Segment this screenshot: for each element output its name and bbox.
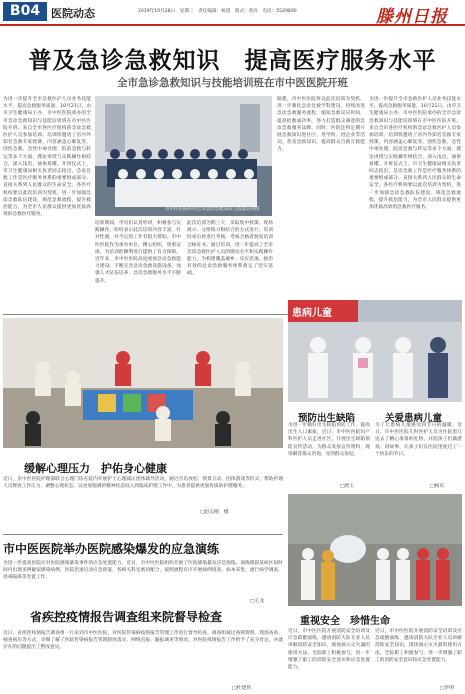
lead-photo [95,96,272,216]
lead-column-5: 为进一步提升全市急救医护人员业务技能水平，提高急救服务质量，10月21日，由市卫生健康局主办、市中医医院承办的全市急诊急救知识与技能培训班在市中医医院开班。来自全市各医疗机构的急诊急救医护人员参加培训。培训班邀请了省内外知名急救专家授课，内容涵盖心肺复苏、创伤急救、急性中毒处理、院前急救与转运等多个方面，理论讲授与实践操作相结合，深入浅出，通俗易懂。开班仪式上，市卫生健康局相关负责同志指出，急诊急救工作是医疗服务体系的重要组成部分，直接关系到人民群众的生命安全。各医疗机构要以此次培训为契机，进一步加强急诊急救队伍建设，规范急救流程，提升救治能力，为全市人民群众提供更加优质高效的急救医疗服务。 [369,97,461,211]
banner-photo-text: 患病儿童 [292,308,332,319]
safety-text-1: 近日，市中医医院开展消防安全培训及应急疏散演练，邀请消防大队专业人员讲解消防安全知识，现场演示灭火器的使用方法，全院职工积极参与，进一步增强了职工的消防安全意识和应急处置能力。 [288,629,370,671]
children-headline: 关爱患病儿童 [385,413,443,424]
safety-text-2: 近日，市中医医院开展消防安全培训及应急疏散演练，邀请消防大队专业人员讲解消防安全知识，现场演示灭火器的使用方法，全院职工积极参与，进一步增强了职工的消防安全意识和应急处置能力。 [375,629,462,663]
drill-author: □王龙 [250,599,265,604]
group-photo-image [95,96,272,216]
stress-author: □赵志刚 摄 [200,510,229,515]
section-title: 医院动态 [51,7,95,20]
safety-headline: 重视安全 珍惜生命 [300,616,390,627]
inspection-headline: 省疾控疫情报告调查组来院督导检查 [30,610,223,624]
masthead-logo: 滕州日报 [376,7,448,27]
inspection-text: 近日，省疾控疫情报告调查组一行来到市中医医院，对医院传染病疫情报告管理工作进行督导检查。调查组通过查阅资料、现场查看、抽查病历等方式，详细了解了医院传染病报告管理制度落实、网络直报、漏报调查等情况，对医院疫情报告工作给予了充分肯定，并就存在的问题提出了整改意见。 [3,631,283,651]
stress-text: 近日，市中医医院护理部联合心理门诊在院内开展护士心理减压团体辅导活动，通过音乐放松、情景互动、团体游戏等形式，帮助护理人员释放工作压力，调整心理状态，以更加饱满的精神状态投入到临床护理工作中，为患者提供更加优质的护理服务。 [3,477,283,490]
page-number: B04 [3,2,47,21]
drill-headline: 市中医医院举办医院感染爆发的应急演练 [3,542,220,556]
children-text: 为了让患病儿童感受到节日的温暖，近日，市中医医院儿科医护人员为住院患儿送去了精心准备的礼物，并陪孩子们做游戏、讲故事，让孩子们在医院里度过了一个快乐的节日。 [375,423,462,457]
stress-headline: 缓解心理压力 护佑身心健康 [24,462,167,475]
safety-photo [288,494,462,606]
lead-column-4: 据悉，市中医医院将以此次培训为契机，进一步强化急诊急救学科建设，持续改进急诊急救服务流程，缩短急救反应时间，提高抢救成功率，努力打造群众满意的急诊急救服务品牌。同时，医院还将定期开展急救知识进社区、进学校、进企业等活动，普及急救知识，提高群众自救互救能力。 [277,97,365,153]
drill-text: 为进一步提高医院应对医院感染暴发事件的应急处置能力，近日，市中医医院组织开展了医院感染暴发应急演练。演练模拟某病区短时间内出现多例疑似感染病例，医院迅速启动应急预案，各相关科室密切配合，按照流程有序开展病例排查、标本采集、流行病学调查、消毒隔离等处置工作。 [3,561,283,581]
inspection-author: □杜建伟 [232,686,251,691]
fire-drill-photo-image [288,494,462,606]
lead-column-1: 为进一步提升全市急救医护人员业务技能水平，提高急救服务质量，10月21日，由市卫生健康局主办、市中医医院承办的全市急诊急救知识与技能培训班在市中医医院开班。来自全市各医疗机构的急诊急救医护人员参加培训。培训班邀请了省内外知名急救专家授课，内容涵盖心肺复苏、创伤急救、急性中毒处理、院前急救与转运等多个方面，理论讲授与实践操作相结合，深入浅出，通俗易懂。开班仪式上，市卫生健康局相关负责同志指出，急诊急救工作是医疗服务体系的重要组成部分，直接关系到人民群众的生命安全。各医疗机构要以此次培训为契机，进一步加强急诊急救队伍建设，规范急救流程，提升救治能力，为全市人民群众提供更加优质高效的急救医疗服务。 [3,97,91,218]
safety-author: □李明 [440,686,455,691]
lead-column-2: 培训期间，学员们认真听讲，积极参与实践操作，纷纷表示此次培训内容丰富、针对性强，对今后的工作有很大帮助。市中医医院作为承办单位，精心组织，周密安排，为培训的顺利进行提供了有力保障。近年来，市中医医院高度重视急诊急救能力建设，不断完善急诊急救设施设备，加强人才队伍培养，急诊急救服务水平不断提升。 [95,221,181,284]
children-photo [288,300,462,402]
prevention-headline: 预防出生缺陷 [298,413,356,424]
prevention-author: □贾玉 [340,484,355,489]
lead-headline: 普及急诊急救知识 提高医疗服务水平 [28,48,437,74]
prevention-text: 为进一步做好出生缺陷预防工作，提高出生人口素质，近日，市中医医院妇产科医护人员走进社区，开展出生缺陷预防宣传活动，为群众发放宣传资料，现场解答群众咨询，受到群众欢迎。 [288,423,370,457]
activity-photo-image [3,318,283,448]
children-author: □杨军 [430,484,445,489]
stress-relief-photo [3,318,283,448]
issue-meta: 2019年10月28日 星期三 责任编辑：杨澄 版式：黄亮 电话：5529800 [138,9,297,14]
divider-2 [3,534,283,535]
lead-subheadline: 全市急诊急救知识与技能培训班在市中医医院开班 [117,77,348,89]
lead-photo-caption: 市中医医院举办全市急诊急救知识与技能培训班 [165,207,260,212]
lead-column-3: 此次培训为期三天，采取集中授课、现场演示、分组练习相结合的方式进行。培训结束后将进行考核，考核合格者颁发培训合格证书。通过培训，进一步提高了全市急诊急救医护人员的理论水平和实践操作能力，为构建覆盖城乡、反应迅速、救治有效的急诊急救服务体系奠定了坚实基础。 [187,221,273,277]
